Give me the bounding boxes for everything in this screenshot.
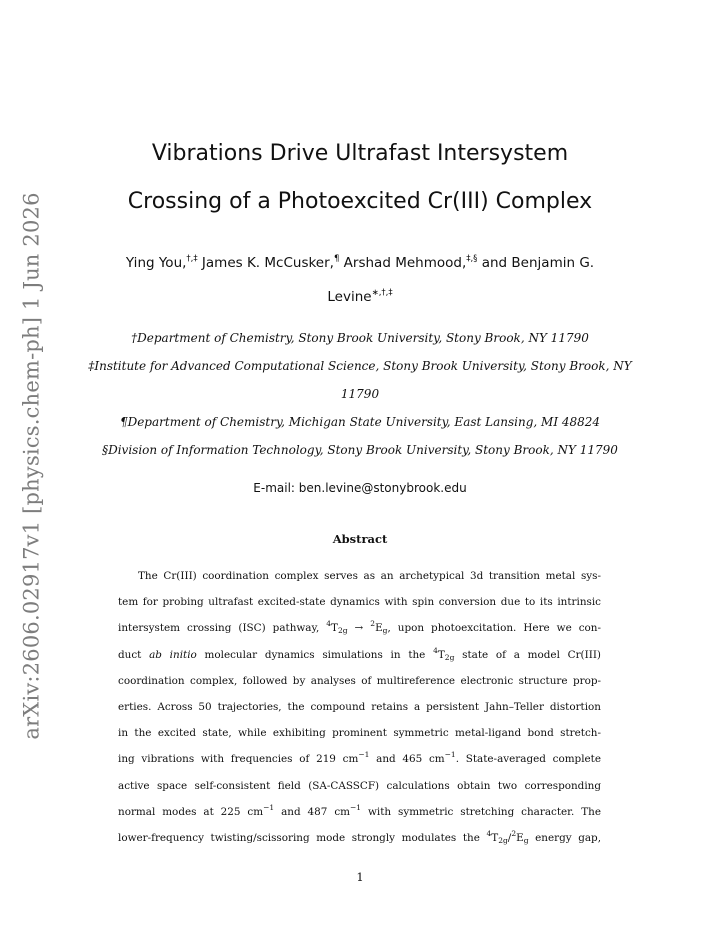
author-you: Ying You, bbox=[125, 255, 187, 271]
author-mehmood: Arshad Mehmood, bbox=[339, 255, 467, 271]
author-levine-marks: ∗,†,‡ bbox=[371, 288, 393, 298]
abstract-heading: Abstract bbox=[332, 532, 388, 546]
author-mccusker-marks: ¶ bbox=[333, 254, 340, 264]
author-line-2 bbox=[90, 280, 630, 314]
affiliations bbox=[70, 324, 650, 464]
affiliation-iacs-zip: 11790 bbox=[340, 387, 380, 401]
abstract-line: intersystem crossing (ISC) pathway, $^4T_{2g} \to ^2E_g$, upon photoexcitation. Here we con- bbox=[118, 619, 602, 636]
contact-email: E-mail: ben.levine@stonybrook.edu bbox=[253, 481, 467, 495]
abstract-line: coordination complex, followed by analyses of multireference electronic structure prop- bbox=[118, 674, 601, 687]
abstract-line: normal modes at 225 $cm^{-1}$ and 487 $cm^{-1}$ with symmetric stretching character. The bbox=[118, 802, 601, 818]
affiliation-michigan-state: ¶Department of Chemistry, Michigan State University, East Lansing, MI 48824 bbox=[119, 415, 601, 429]
abstract-line: lower-frequency twisting/scissoring mode strongly modulates the $^4T_{2g}/^2E_g$ energy gap, bbox=[118, 829, 601, 846]
affiliation-iacs: ‡Institute for Advanced Computational Science, Stony Brook University, Stony Brook, NY bbox=[88, 359, 632, 373]
author-levine-first: and Benjamin G. bbox=[477, 255, 595, 271]
paper-title bbox=[80, 130, 640, 226]
affiliation-stony-brook-chemistry: †Department of Chemistry, Stony Brook University, Stony Brook, NY 11790 bbox=[131, 331, 589, 345]
author-list bbox=[90, 246, 630, 314]
author-you-marks: †,‡ bbox=[186, 254, 198, 264]
title-line-2: Crossing of a Photoexcited Cr(III) Complex bbox=[127, 189, 593, 214]
abstract-line: ing vibrations with frequencies of 219 $cm^{-1}$ and 465 $cm^{-1}$. State-averaged complete bbox=[118, 750, 602, 766]
page-number: 1 bbox=[356, 870, 364, 884]
arxiv-identifier: arXiv:2606.02917v1 [physics.chem-ph] 1 Jun 2026 bbox=[20, 192, 44, 740]
title-line-1: Vibrations Drive Ultrafast Intersystem bbox=[151, 141, 569, 166]
abstract-line: tem for probing ultrafast excited-state dynamics with spin conversion due to its intrinsic bbox=[118, 596, 601, 609]
affiliation-division-it: §Division of Information Technology, Stony Brook University, Stony Brook, NY 11790 bbox=[102, 443, 618, 457]
abstract-line: in the excited state, while exhibiting prominent symmetric metal-ligand bond stretch- bbox=[118, 727, 601, 740]
abstract-line: active space self-consistent field (SA-CASSCF) calculations obtain two corresponding bbox=[118, 779, 601, 792]
abstract-line: duct ab initio molecular dynamics simulations in the $^4T_{2g}$ state of a model Cr(III) bbox=[118, 645, 601, 662]
abstract-body bbox=[118, 563, 601, 851]
author-mccusker: James K. McCusker, bbox=[197, 255, 334, 271]
author-line-1 bbox=[90, 246, 630, 280]
author-mehmood-marks: ‡,§ bbox=[466, 254, 478, 264]
author-levine-last: Levine bbox=[327, 289, 372, 305]
abstract-line: erties. Across 50 trajectories, the compound retains a persistent Jahn–Teller distortion bbox=[118, 701, 601, 714]
abstract-line: The Cr(III) coordination complex serves as an archetypical 3d transition metal sys- bbox=[138, 570, 601, 582]
